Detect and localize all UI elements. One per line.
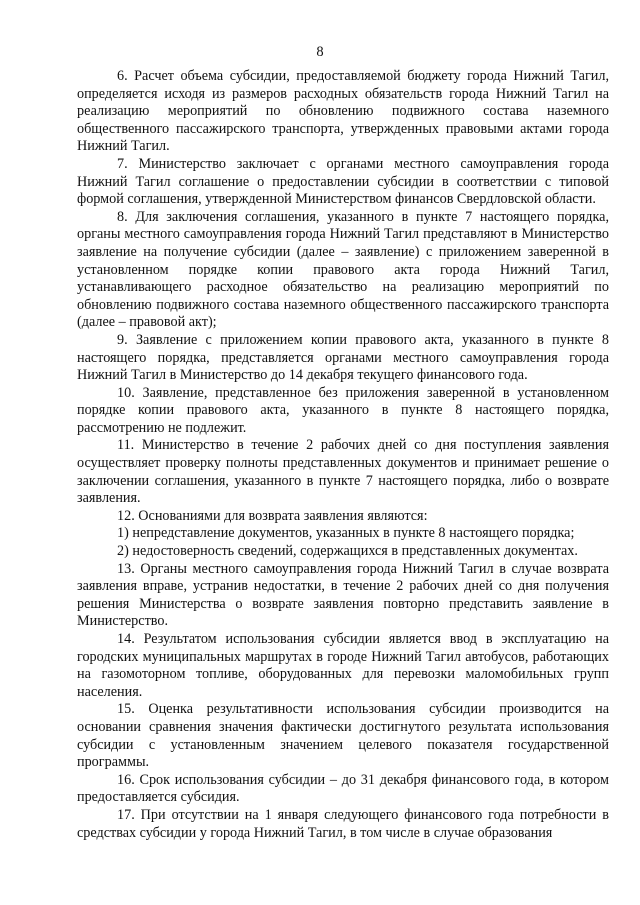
paragraph-17: 17. При отсутствии на 1 января следующего финансового года потребности в средствах субсидии у города Нижний Тагил, в том числе в случае образования <box>77 806 609 841</box>
paragraph-6: 6. Расчет объема субсидии, предоставляемой бюджету города Нижний Тагил, определяется исходя из размеров расходных обязательств города Нижний Тагил на реализацию мероприятий по обновлению подвижного состава наземного общественного пассажирского транспорта, утвержденных правовыми актами города Нижний Тагил. <box>77 68 609 155</box>
list-item-2: 2) недостоверность сведений, содержащихся в представленных документах. <box>117 543 578 560</box>
paragraph-7: 7. Министерство заключает с органами местного самоуправления города Нижний Тагил соглашение о предоставлении субсидии в соответствии с типовой формой соглашения, утвержденной Министерством финансов Свердловской области. <box>77 155 609 208</box>
list-item-1: 1) непредставление документов, указанных в пункте 8 настоящего порядка; <box>117 525 575 542</box>
paragraph-12: 12. Основаниями для возврата заявления являются: <box>117 507 428 524</box>
paragraph-14: 14. Результатом использования субсидии является ввод в эксплуатацию на городских муниципальных маршрутах в городе Нижний Тагил автобусов, работающих на газомоторном топливе, оборудованных для перевозки маломобильных групп населения. <box>77 631 609 700</box>
paragraph-11: 11. Министерство в течение 2 рабочих дней со дня поступления заявления осуществляет проверку полноты представленных документов и принимает решение о заключении соглашения, указанного в пункте 7 настоящего порядка, либо о возврате заявления. <box>77 437 609 507</box>
paragraph-10: 10. Заявление, представленное без приложения заверенной в установленном порядке копии правового акта, указанного в пункте 8 настоящего порядка, рассмотрению не подлежит. <box>77 384 609 436</box>
paragraph-8: 8. Для заключения соглашения, указанного в пункте 7 настоящего порядка, органы местного самоуправления города Нижний Тагил представляют в Министерство заявление на получение субсидии (далее – заявление) с приложением заверенной в установленном порядке копии правового акта города Нижний Тагил, устанавливающего расходное обязательство на реализацию мероприятий по обновлению подвижного состава наземного общественного пассажирского транспорта (далее – правовой акт); <box>77 208 609 331</box>
paragraph-13: 13. Органы местного самоуправления города Нижний Тагил в случае возврата заявления вправе, устранив недостатки, в течение 2 рабочих дней со дня получения решения Министерства о возврате заявления повторно представить заявление в Министерство. <box>77 560 609 630</box>
paragraph-9: 9. Заявление с приложением копии правового акта, указанного в пункте 8 настоящего порядка, представляется органами местного самоуправления города Нижний Тагил в Министерство до 14 декабря текущего финансового года. <box>77 331 609 384</box>
paragraph-16: 16. Срок использования субсидии – до 31 декабря финансового года, в котором предоставляется субсидия. <box>77 771 609 806</box>
paragraph-15: 15. Оценка результативности использования субсидии производится на основании сравнения значения фактически достигнутого результата использования субсидии с установленным значением целевого показателя государственной программы. <box>77 701 609 771</box>
page-number: 8 <box>316 44 324 60</box>
document-body <box>77 68 609 842</box>
